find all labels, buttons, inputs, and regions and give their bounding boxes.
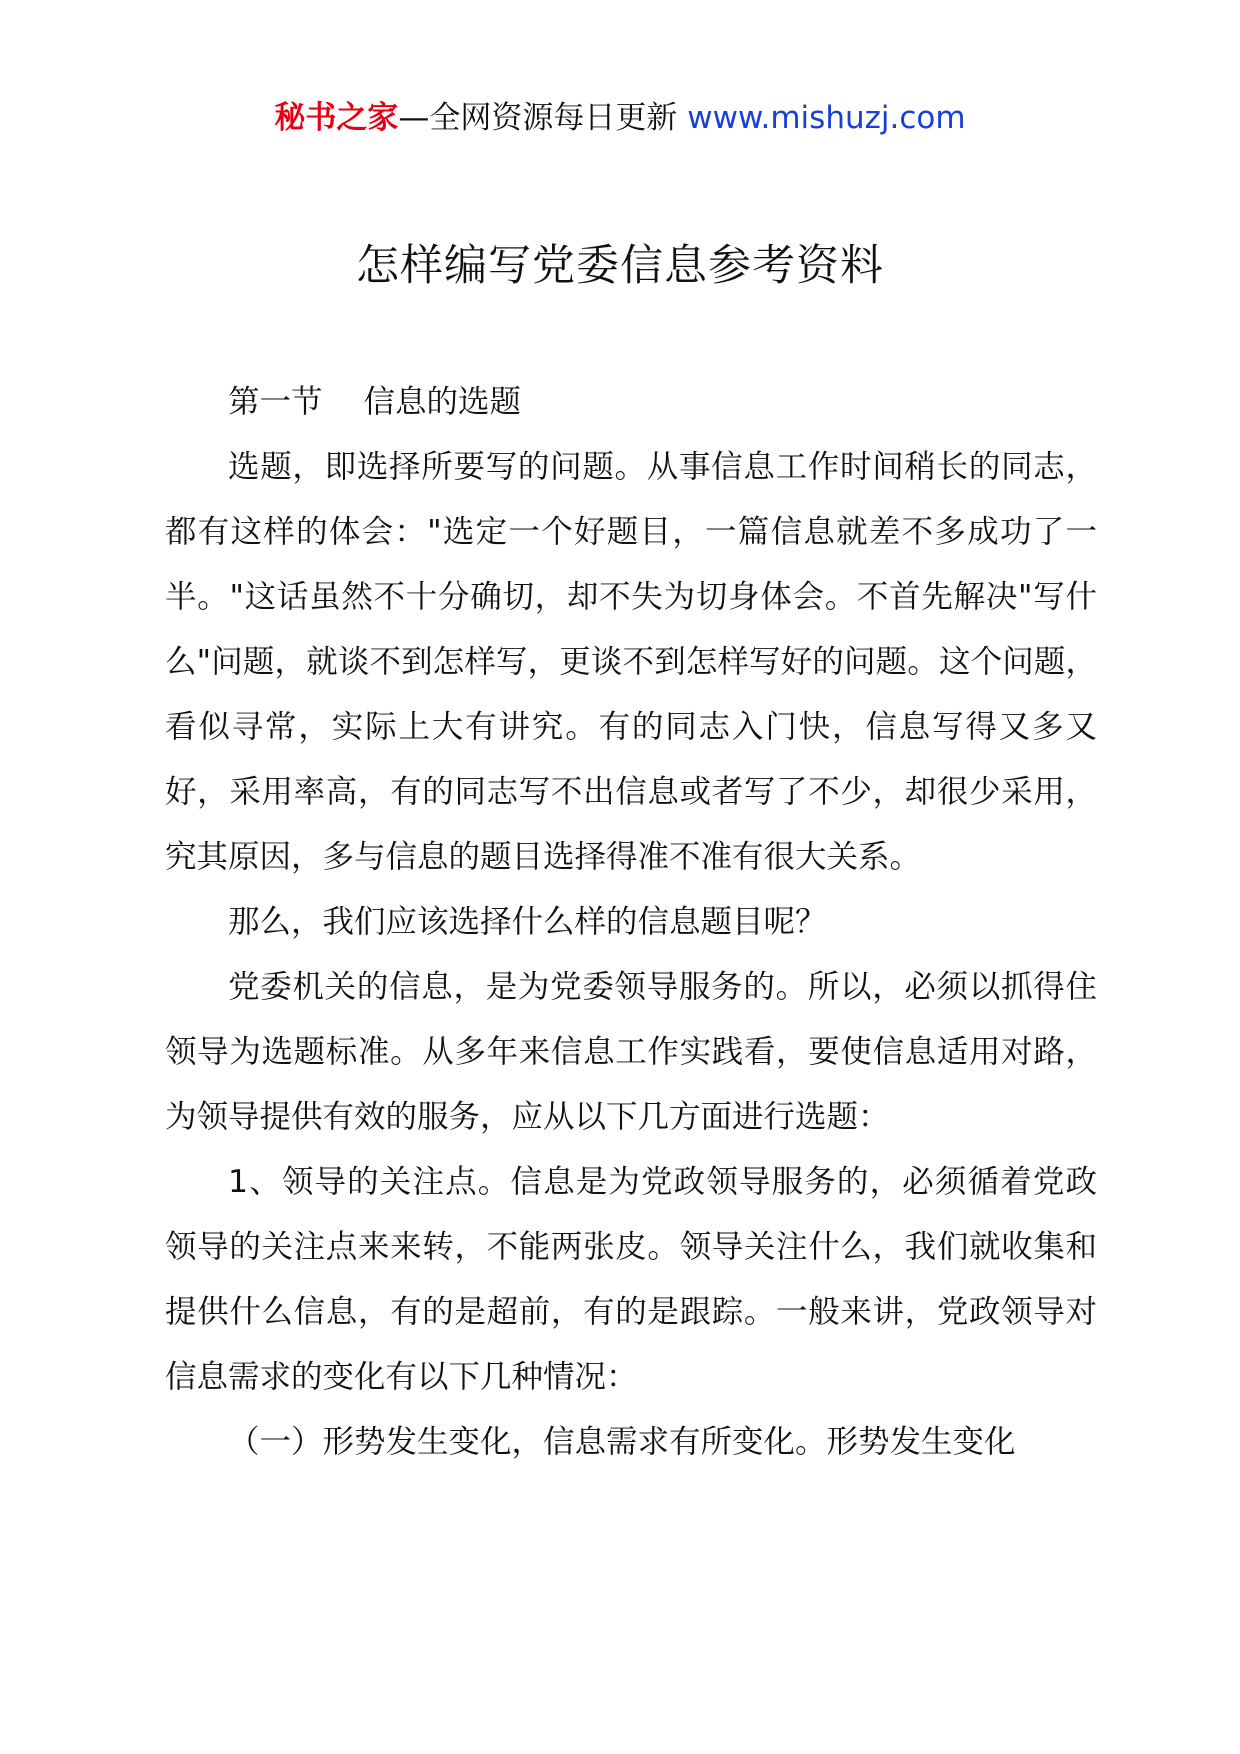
section-heading <box>165 370 1097 435</box>
paragraph-1: 选题，即选择所要写的问题。从事信息工作时间稍长的同志，都有这样的体会："选定一个好题目，一篇信息就差不多成功了一半。"这话虽然不十分确切，却不失为切身体会。不首先解决"写什么"问题，就谈不到怎样写，更谈不到怎样写好的问题。这个问题，看似寻常，实际上大有讲究。有的同志入门快，信息写得又多又好，采用率高，有的同志写不出信息或者写了不少，却很少采用，究其原因，多与信息的题目选择得准不准有很大关系。 <box>165 449 1097 875</box>
paragraph-5: （一）形势发生变化，信息需求有所变化。形势发生变化 <box>228 1424 1016 1460</box>
site-header <box>0 98 1240 138</box>
paragraph-4: 1、领导的关注点。信息是为党政领导服务的，必须循着党政领导的关注点来来转，不能两张皮。领导关注什么，我们就收集和提供什么信息，有的是超前，有的是跟踪。一般来讲，党政领导对信息需求的变化有以下几种情况： <box>165 1164 1097 1395</box>
section-number: 第一节 <box>228 384 323 420</box>
section-name: 信息的选题 <box>363 384 521 420</box>
site-brand: 秘书之家 <box>274 100 399 136</box>
document-body <box>165 370 1097 1475</box>
paragraph-2: 那么，我们应该选择什么样的信息题目呢？ <box>228 904 827 940</box>
paragraph-3: 党委机关的信息，是为党委领导服务的。所以，必须以抓得住领导为选题标准。从多年来信息工作实践看，要使信息适用对路，为领导提供有效的服务，应从以下几方面进行选题： <box>165 969 1097 1135</box>
site-slogan: —全网资源每日更新 <box>398 100 688 136</box>
site-url-link[interactable]: www.mishuzj.com <box>687 100 966 136</box>
document-title: 怎样编写党委信息参考资料 <box>356 241 884 291</box>
